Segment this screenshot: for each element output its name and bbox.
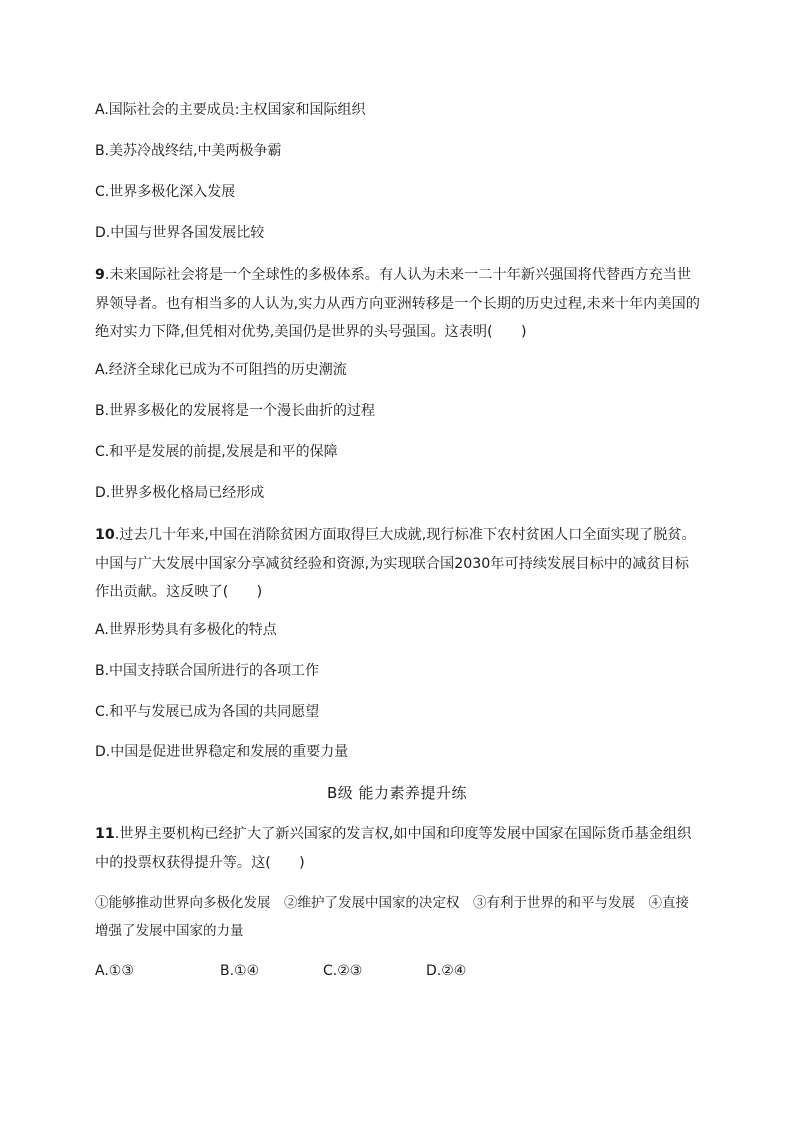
q11-stem: [95, 820, 700, 877]
q10-stem-text: .过去几十年来,中国在消除贫困方面取得巨大成就,现行标准下农村贫困人口全面实现了脱贫。中国与广大发展中国家分享减贫经验和资源,为实现联合国2030年可持续发展目标中的减贫目标作出贡献。这反映了( ): [95, 527, 696, 600]
q11-option-b: B.①④: [220, 963, 260, 979]
q11-option-d: D.②④: [426, 963, 467, 979]
q11-number: 11: [95, 826, 115, 842]
q10-stem: [95, 521, 700, 607]
q10-option-a: A.世界形势具有多极化的特点: [95, 622, 277, 638]
q9-number: 9: [95, 267, 105, 283]
q11-option-a: A.①③: [95, 963, 134, 979]
q8-option-d: D.中国与世界各国发展比较: [95, 225, 265, 241]
q9-stem: [95, 261, 700, 347]
q9-option-b: B.世界多极化的发展将是一个漫长曲折的过程: [95, 403, 376, 419]
q9-option-a: A.经济全球化已成为不可阻挡的历史潮流: [95, 362, 347, 378]
q11-stem-text: .世界主要机构已经扩大了新兴国家的发言权,如中国和印度等发展中国家在国际货币基金组织中的投票权获得提升等。这( ): [95, 826, 692, 871]
section-title: B级 能力素养提升练: [326, 784, 468, 802]
q8-option-a: A.国际社会的主要成员:主权国家和国际组织: [95, 102, 366, 118]
q10-option-b: B.中国支持联合国所进行的各项工作: [95, 663, 320, 679]
q10-option-c: C.和平与发展已成为各国的共同愿望: [95, 704, 320, 720]
q10-option-d: D.中国是促进世界稳定和发展的重要力量: [95, 744, 349, 760]
q11-option-c: C.②③: [323, 963, 363, 979]
q10-number: 10: [95, 527, 115, 543]
q9-option-c: C.和平是发展的前提,发展是和平的保障: [95, 444, 338, 460]
q8-option-b: B.美苏冷战终结,中美两极争霸: [95, 143, 282, 159]
q9-option-d: D.世界多极化格局已经形成: [95, 485, 265, 501]
q8-option-c: C.世界多极化深入发展: [95, 184, 236, 200]
q11-statements: ①能够推动世界向多极化发展 ②维护了发展中国家的决定权 ③有利于世界的和平与发展 ④直接增强了发展中国家的力量: [95, 895, 689, 939]
q9-stem-text: .未来国际社会将是一个全球性的多极体系。有人认为未来一二十年新兴强国将代替西方充当世界领导者。也有相当多的人认为,实力从西方向亚洲转移是一个长期的历史过程,未来十年内美国的绝对实力下降,但凭相对优势,美国仍是世界的头号强国。这表明( ): [95, 267, 700, 340]
